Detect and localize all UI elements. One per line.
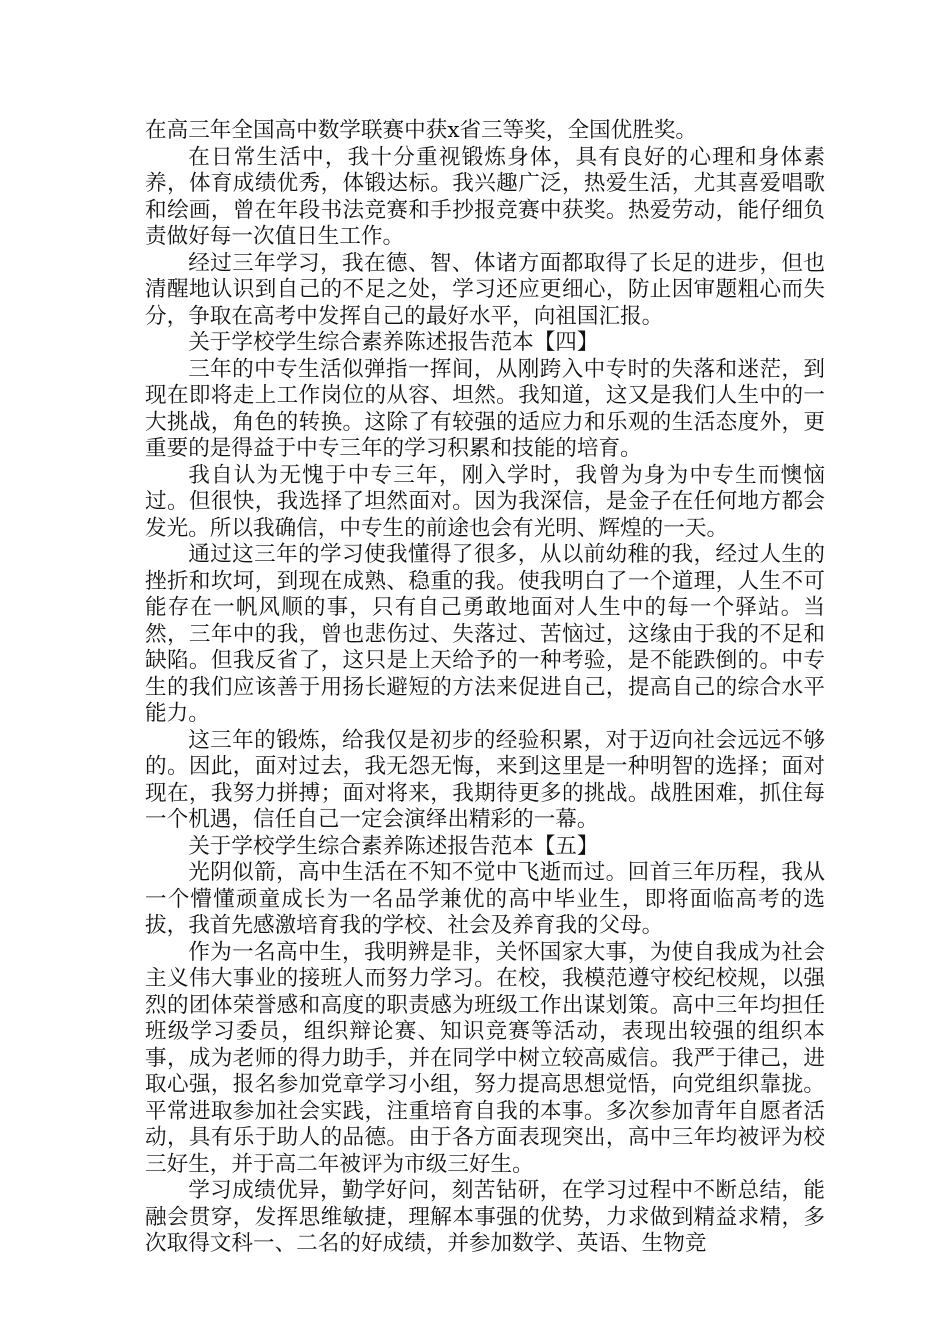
section-heading-five: 关于学校学生综合素养陈述报告范本【五】 [188, 833, 599, 859]
paragraph-vocational-life: 三年的中专生活似弹指一挥间，从刚跨入中专时的失落和迷茫，到现在即将走上工作岗位的从容、坦然。我知道，这又是我们人生中的一大挑战，角色的转换。这除了有较强的适应力和乐观的生活态度外，更重要的是得益于中专三年的学习积累和技能的培育。 [145, 356, 825, 461]
paragraph-award: 在高三年全国高中数学联赛中获x省三等奖，全国优胜奖。 [145, 118, 698, 143]
paragraph-three-years-study: 经过三年学习，我在德、智、体诸方面都取得了长足的进步，但也清醒地认识到自己的不足之处，学习还应更细心，防止因审题粗心而失分，争取在高考中发挥自己的最好水平，向祖国汇报。 [145, 250, 825, 329]
paragraph-academic-performance: 学习成绩优异，勤学好问，刻苦钻研，在学习过程中不断总结，能融会贯穿，发挥思维敏捷，理解本事强的优势，力求做到精益求精，多次取得文科一、二名的好成绩，并参加数学、英语、生物竞 [145, 1178, 825, 1256]
paragraph-daily-life: 在日常生活中，我十分重视锻炼身体，具有良好的心理和身体素养，体育成绩优秀，体锻达标。我兴趣广泛，热爱生活，尤其喜爱唱歌和绘画，曾在年段书法竞赛和手抄报竞赛中获奖。热爱劳动，能仔细负责做好每一次值日生工作。 [145, 144, 825, 249]
paragraph-moral-conduct: 作为一名高中生，我明辨是非，关怀国家大事，为使自我成为社会主义伟大事业的接班人而努力学习。在校，我模范遵守校纪校规，以强烈的团体荣誉感和高度的职责感为班级工作出谋划策。高中三年均担任班级学习委员，组织辩论赛、知识竞赛等活动，表现出较强的组织本事，成为老师的得力助手，并在同学中树立较高威信。我严于律己，进取心强，报名参加党章学习小组，努力提高思想觉悟，向党组织靠拢。平常进取参加社会实践，注重培育自我的本事。多次参加青年自愿者活动，具有乐于助人的品德。由于各方面表现突出，高中三年均被评为校三好生，并于高二年被评为市级三好生。 [145, 939, 825, 1177]
paragraph-self-assessment: 我自认为无愧于中专三年，刚入学时，我曾为身为中专生而懊恼过。但很快，我选择了坦然面对。因为我深信，是金子在任何地方都会发光。所以我确信，中专生的前途也会有光明、辉煌的一天。 [145, 462, 825, 541]
paragraph-lessons-learned: 通过这三年的学习使我懂得了很多，从以前幼稚的我，经过人生的挫折和坎坷，到现在成熟、稳重的我。使我明白了一个道理，人生不可能存在一帆风顺的事，只有自己勇敢地面对人生中的每一个驿站。当然，三年中的我，曾也悲伤过、失落过、苦恼过，这缘由于我的不足和缺陷。但我反省了，这只是上天给予的一种考验，是不能跌倒的。中专生的我们应该善于用扬长避短的方法来促进自己，提高自己的综合水平能力。 [145, 542, 825, 726]
document-page [145, 118, 825, 1268]
paragraph-future-outlook: 这三年的锻炼，给我仅是初步的经验积累，对于迈向社会远远不够的。因此，面对过去，我无怨无悔，来到这里是一种明智的选择；面对现在，我努力拼搏；面对将来，我期待更多的挑战。战胜困难，抓住每一个机遇，信任自己一定会演绎出精彩的一幕。 [145, 727, 825, 832]
section-heading-four: 关于学校学生综合素养陈述报告范本【四】 [188, 330, 599, 355]
paragraph-high-school-intro: 光阴似箭，高中生活在不知不觉中飞逝而过。回首三年历程，我从一个懵懂顽童成长为一名品学兼优的高中毕业生，即将面临高考的选拔，我首先感激培育我的学校、社会及养育我的父母。 [145, 860, 825, 938]
